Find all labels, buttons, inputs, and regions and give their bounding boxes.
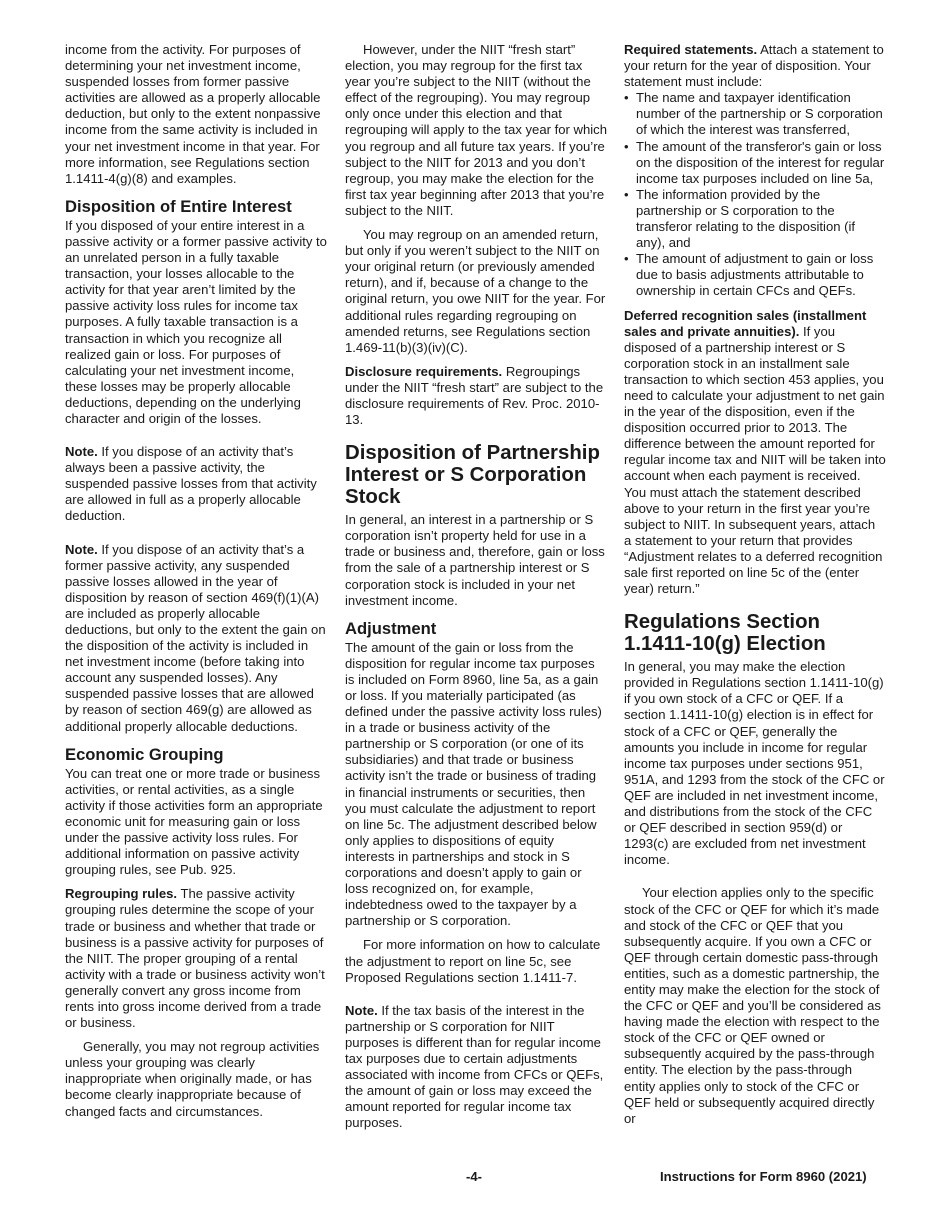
paragraph: You may regroup on an amended return, but only if you weren’t subject to the NIIT on your original return (or previously amended return), and if, because of a change to the original return, you owe NIIT for the year. For additional rules regarding regrouping on amended returns, see Regulations section 1.469-11(b)(3)(iv)(C). xyxy=(345,227,606,355)
paragraph-text: Attach a statement to your return for the year of disposition. Your statement must include: xyxy=(624,42,884,90)
bullet-text: The amount of the transferor's gain or loss on the disposition of the interest for regular income tax purposes included on line 5a, xyxy=(636,138,885,186)
bullet-item xyxy=(624,187,886,251)
deferred-recognition-paragraph xyxy=(624,308,886,598)
runin-heading: Required statements. xyxy=(624,42,758,57)
bullet-glyph: • xyxy=(624,138,629,154)
paragraph: For more information on how to calculate the adjustment to report on line 5c, see Proposed Regulations section 1.1411-7. xyxy=(345,937,601,985)
paragraph-text: If you disposed of a partnership interest or S corporation stock in an installment sale transaction to which section 453 applies, you need to calculate your adjustment to net gain in the year of the disposition, even if the disposition occurred prior to 2013. The difference between the amount reported for regular income tax and NIIT will be taken into account when each payment is received. You must attach the statement described above to your return in the first year you’re subject to NIIT. In subsequent years, attach a statement to your return that provides “Adjustment relates to a deferred recognition sale first reported on line 5c of the (enter year) return.” xyxy=(624,323,886,597)
paragraph: In general, you may make the election provided in Regulations section 1.1411-10(g) if you own stock of a CFC or QEF. If a section 1.1411-10(g) election is in effect for stock of a CFC or QEF, generally the amounts you include in income for regular income tax purposes under sections 951, 951A, and 1293 from the stock of the CFC or QEF are included in net investment income, and distributions from the stock of the CFC or QEF described in section 959(d) or 1293(c) are excluded from net investment income. xyxy=(624,659,885,868)
bullet-glyph: • xyxy=(624,90,629,106)
column-left xyxy=(65,42,327,1128)
column-right xyxy=(624,42,886,1135)
paragraph: You can treat one or more trade or business activities, or rental activities, as a single activity if those activities form an appropriate economic unit for measuring gain or loss under the passive activity loss rules. For additional information on passive activity grouping rules, see Pub. 925. xyxy=(65,765,323,878)
note-paragraph xyxy=(345,1003,607,1132)
form-title-footer: Instructions for Form 8960 (2021) xyxy=(660,1169,867,1184)
paragraph: income from the activity. For purposes of determining your net investment income, suspended losses from former passive activities are allowed as a properly allocable deduction, but only to the extent nonpassive income from the same activity is included in your net investment income in that year. For more information, see Regulations section 1.1411-4(g)(8) and examples. xyxy=(65,42,321,186)
bullet-text: The amount of adjustment to gain or loss due to basis adjustments attributable to ownership in certain CFCs and QEFs. xyxy=(636,251,874,299)
runin-heading: Regrouping rules. xyxy=(65,886,178,902)
page-number: -4- xyxy=(466,1169,483,1184)
paragraph: The amount of the gain or loss from the disposition for regular income tax purposes is included on Form 8960, line 5a, as a gain or loss. If you materially participated (as defined under the passive activity loss rules) in a trade or business activity of the partnership or S corporation (or one of its subsidiaries) and that trade or business activity isn’t the trade or business of trading in financial instruments or securities, then you must calculate the adjustment to report on line 5c. The adjustment described below only applies to dispositions of equity interests in partnerships and stock in S corporations and doesn’t apply to gain or loss recognized on, for example, indebtedness owed to the taxpayer by a partnership or S corporation. xyxy=(345,639,602,929)
bullet-glyph: • xyxy=(624,186,629,202)
paragraph: Your election applies only to the specific stock of the CFC or QEF for which it’s made and stock of the CFC or QEF that you subsequently acquire. If you own a CFC or QEF through certain domestic pass-through entities, such as a domestic partnership, the entity may make the election for the stock of the CFC or QEF and you’ll be considered as having made the election with respect to the stock of the CFC or QEF owned or subsequently acquired by the pass-through entity. The election by the pass-through entity applies only to stock of the CFC or QEF held or subsequently acquired directly or xyxy=(624,885,881,1126)
bullet-text: The information provided by the partnership or S corporation to the transferor relating to the disposition (if any), and xyxy=(636,186,856,251)
note-paragraph xyxy=(65,542,327,735)
disclosure-paragraph xyxy=(345,364,607,428)
paragraph-text: The passive activity grouping rules determine the scope of your trade or business and whether that trade or business is a passive activity for purposes of the NIIT. The proper grouping of a rental activity with a trade or business activity won’t generally convert any gross income from rents into gross income derived from a trade or business. xyxy=(65,886,325,1031)
bullet-glyph: • xyxy=(624,251,629,267)
regrouping-paragraph xyxy=(65,886,327,1031)
note-text: If you dispose of an activity that’s a former passive activity, any suspended passive losses allowed in the year of disposition by reason of section 469(f)(1)(A) are included as properly allocable deductions, but only to the extent the gain on the disposition of the activity is included in net investment income (before taking into account any suspended losses). Any suspended passive losses that are allowed by reason of section 469(g) are allowed as additional properly allocable deductions. xyxy=(65,541,326,734)
section-heading-partnership-disposition: Disposition of Partnership Interest or S Corporation Stock xyxy=(345,442,600,509)
section-heading-disposition-entire-interest: Disposition of Entire Interest xyxy=(65,196,292,216)
bullet-item xyxy=(624,251,886,299)
note-label: Note. xyxy=(65,444,98,460)
paragraph: If you disposed of your entire interest in a passive activity or a former passive activity to an unrelated person in a fully taxable transaction, your losses allocable to the activity for that year aren’t limited by the passive activity loss rules for income tax purposes. A fully taxable transaction is a transaction in which you recognize all realized gain or loss. For purposes of calculating your net investment income, these losses may be properly allocable deductions, depending on the underlying character and origin of the losses. xyxy=(65,217,327,426)
bullet-text: The name and taxpayer identification number of the partnership or S corporation of which the interest was transferred, xyxy=(636,90,883,138)
paragraph: However, under the NIIT “fresh start” election, you may regroup for the first tax year you’re subject to the NIIT (without the effect of the regrouping). You may regroup only once under this election and that regrouping will apply to the tax year for which you regroup and all future tax years. If you’re subject to the NIIT for 2013 and you don’t regroup, you may make the election for the first tax year beginning after 2013 that you’re subject to the NIIT. xyxy=(345,42,608,218)
section-heading-regulations-election: Regulations Section 1.1411-10(g) Election xyxy=(624,611,826,656)
runin-heading: Deferred recognition sales (installment sales and private annuities). xyxy=(624,307,867,339)
runin-heading: Disclosure requirements. xyxy=(345,363,503,379)
bullet-item xyxy=(624,90,886,138)
paragraph-text: Regroupings under the NIIT “fresh start” are subject to the disclosure requirements of Rev. Proc. 2010-13. xyxy=(345,363,604,428)
note-label: Note. xyxy=(345,1002,378,1018)
paragraph: In general, an interest in a partnership or S corporation isn’t property held for use in a trade or business and, therefore, gain or loss from the sale of a partnership interest or S corporation stock is included in your net investment income. xyxy=(345,512,605,608)
column-middle xyxy=(345,42,607,1139)
bullet-item xyxy=(624,139,886,187)
note-label: Note. xyxy=(65,541,98,557)
required-statements-paragraph xyxy=(624,42,886,90)
note-paragraph xyxy=(65,444,327,524)
note-text: If you dispose of an activity that’s always been a passive activity, the suspended passive losses from that activity are allowed in full as a properly allocable deduction. xyxy=(65,444,317,524)
note-text: If the tax basis of the interest in the partnership or S corporation for NIIT purposes is different than for regular income tax purposes due to certain adjustments associated with income from CFCs or QEFs, the amount of gain or loss may exceed the amount reported for regular income tax purposes. xyxy=(345,1002,604,1131)
paragraph: Generally, you may not regroup activities unless your grouping was clearly inappropriate when originally made, or has become clearly inappropriate because of changed facts and circumstances. xyxy=(65,1039,320,1119)
section-heading-economic-grouping: Economic Grouping xyxy=(65,744,224,764)
section-heading-adjustment: Adjustment xyxy=(345,618,437,638)
